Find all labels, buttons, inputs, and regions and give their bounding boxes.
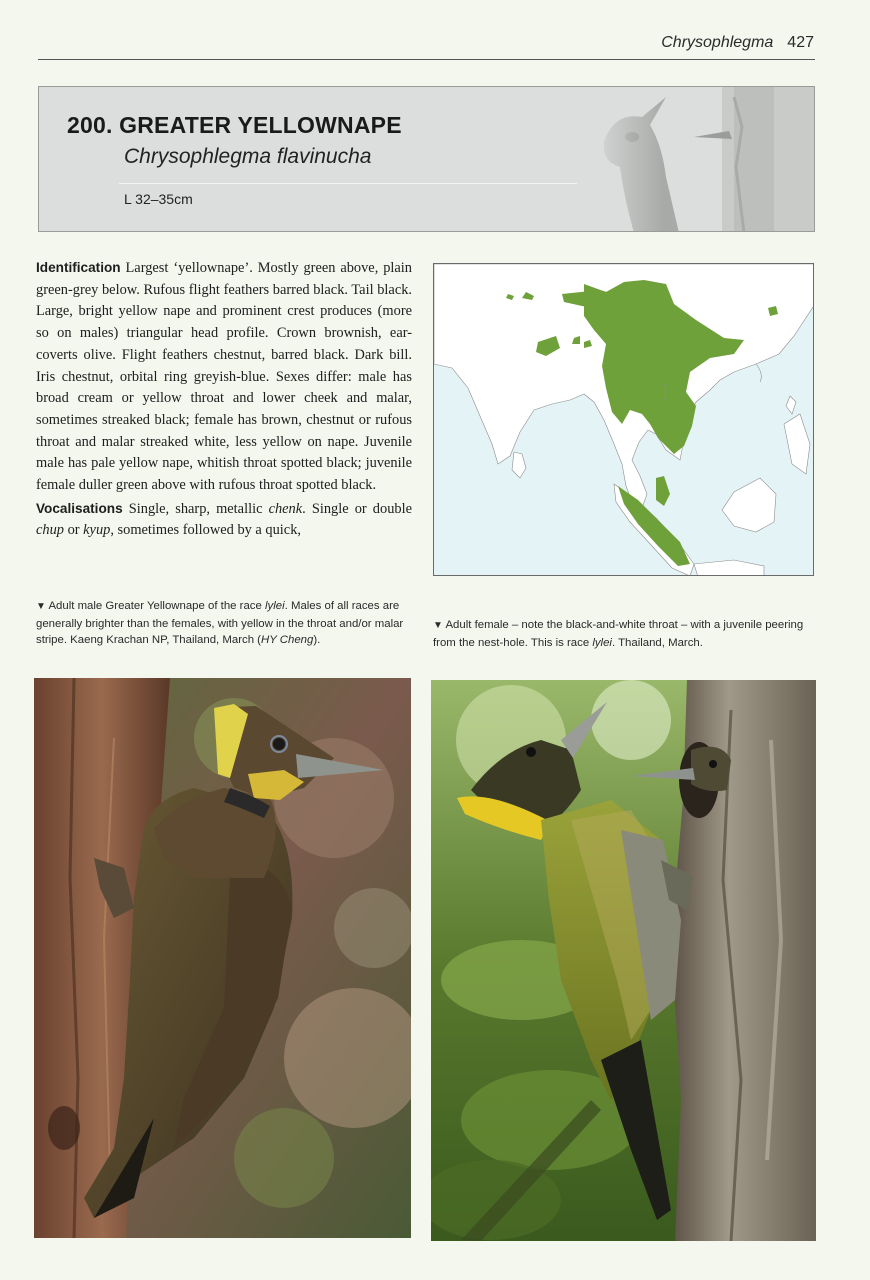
vocalisations-text: or	[63, 522, 84, 539]
running-head	[661, 34, 814, 52]
identification-text: Largest ‘yellownape’. Mostly green above, plain green-grey below. Rufous flight feathers barred black. Tail black. Large, bright yellow nape and prominent crest produces (more so on males) triangular head profile. Crown brownish, ear-coverts olive. Flight feathers chestnut, barred black. Dark bill. Iris chestnut, orbital ring greyish-blue. Sexes differ: male has broad cream or yellow throat and lower cheek and malar, sometimes streaked black; female has brown, chestnut or rufous throat and malar streaked white, less yellow on nape. Juvenile male has pale yellow nape, whitish throat spotted black; juvenile female duller green above with rufous throat spotted black.	[36, 260, 412, 494]
photo-adult-male	[34, 678, 411, 1238]
page-number: 427	[787, 34, 814, 51]
vocalisations-heading: Vocalisations	[36, 500, 123, 516]
caption-text: . Males of all races are generally brighter than the females, with yellow in the throat and/or malar stripe. Kaeng Krachan NP, Thailand, March (	[36, 600, 404, 647]
caption-text: . Thailand, March.	[611, 636, 703, 649]
vocalisations-text: . Single or double	[302, 500, 412, 517]
species-length: L 32–35cm	[124, 191, 193, 207]
photo-adult-female-with-juvenile	[431, 680, 816, 1241]
range-map	[433, 263, 814, 576]
call-chup: chup	[36, 522, 64, 539]
caption-left	[36, 598, 412, 649]
title-rule	[119, 183, 577, 184]
vocalisations-paragraph	[36, 498, 412, 542]
identification-heading: Identification	[36, 260, 121, 275]
caption-right	[433, 617, 814, 651]
species-title-box	[38, 86, 815, 232]
caption-text: ).	[313, 634, 321, 647]
caption-race: lylei	[592, 636, 612, 649]
caption-triangle-icon: ▼	[36, 601, 46, 612]
caption-text: Adult male Greater Yellownape of the race	[45, 600, 265, 612]
species-account	[36, 257, 412, 542]
caption-race: lylei	[265, 600, 285, 612]
caption-triangle-icon: ▼	[433, 620, 443, 631]
call-chenk: chenk	[268, 500, 303, 517]
running-head-genus: Chrysophlegma	[661, 34, 774, 51]
header-rule	[38, 59, 815, 60]
identification-paragraph	[36, 257, 412, 497]
caption-text: Adult female – note the black-and-white throat – with a juvenile peering from the nest-hole. This is race	[433, 619, 804, 649]
species-scientific-name: Chrysophlegma flavinucha	[124, 145, 372, 168]
vocalisations-text: Single, sharp, metallic	[128, 500, 269, 517]
ghost-woodpecker-image	[584, 87, 814, 232]
species-common-name: 200. GREATER YELLOWNAPE	[67, 112, 402, 138]
vocalisations-text: , sometimes followed by a quick,	[110, 522, 301, 539]
call-kyup: kyup	[83, 522, 111, 539]
photo-credit: HY Cheng	[260, 634, 314, 647]
